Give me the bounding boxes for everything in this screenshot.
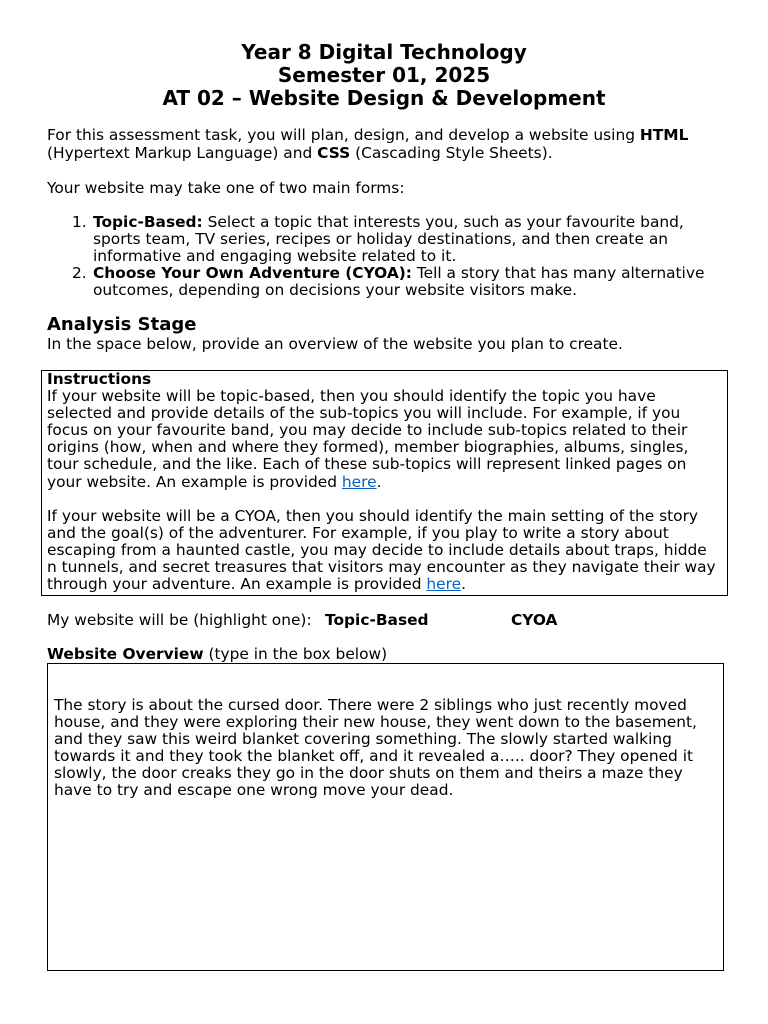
list-item-text: Tell a story that has many alternative: [411, 263, 705, 282]
analysis-prompt: In the space below, provide an overview of the website you plan to create.: [47, 334, 623, 353]
list-item-text: Select a topic that interests you, such as your favourite band,: [202, 212, 684, 231]
course-title: Year 8 Digital Technology: [241, 40, 527, 64]
list-item-title: Choose Your Own Adventure (CYOA):: [93, 263, 412, 282]
list-item-text: informative and engaging website related to it.: [93, 246, 457, 265]
forms-intro: Your website may take one of two main forms:: [47, 178, 405, 197]
list-item-text: sports team, TV series, recipes or holiday destinations, and then create an: [93, 229, 668, 248]
overview-line: towards it and they took the blanket off, and it revealed a….. door? They opened it: [54, 747, 694, 765]
instructions-text: your website. An example is provided: [47, 472, 342, 491]
list-item-cyoa: [47, 265, 704, 282]
intro-paragraph: [47, 127, 688, 162]
instructions-box: [41, 370, 728, 596]
instructions-heading: Instructions: [47, 370, 152, 388]
forms-list: [47, 214, 704, 299]
option-topic-based[interactable]: Topic-Based: [325, 610, 429, 629]
instructions-text: through your adventure. An example is provided: [47, 575, 427, 594]
html-term: HTML: [639, 126, 689, 144]
instructions-line: If your website will be a CYOA, then you should identify the main setting of the story: [47, 506, 699, 525]
instructions-line: tour schedule, and the like. Each of these sub-topics will represent linked pages on: [47, 455, 687, 474]
instructions-line: n tunnels, and secret treasures that visitors may encounter as they navigate their way: [47, 558, 716, 577]
css-term: CSS: [317, 143, 351, 162]
list-item-text: outcomes, depending on decisions your website visitors make.: [93, 280, 577, 299]
list-number: 1.: [72, 212, 87, 231]
instructions-line: and the goal(s) of the adventurer. For example, if you play to write a story about: [47, 523, 669, 542]
overview-label-bold: Website Overview: [47, 644, 204, 663]
intro-text: (Hypertext Markup Language) and: [47, 143, 318, 162]
instructions-line: [47, 576, 727, 593]
task-title: AT 02 – Website Design & Development: [162, 86, 606, 110]
semester-title: Semester 01, 2025: [277, 63, 491, 87]
instructions-text: .: [461, 575, 466, 594]
overview-label: [47, 646, 387, 663]
instructions-line: origins (how, when and where they formed), member biographies, albums, singles,: [47, 438, 689, 457]
instructions-line: [47, 474, 727, 491]
list-number: 2.: [72, 263, 87, 282]
topic-example-link[interactable]: here: [341, 472, 377, 491]
overview-line: The story is about the cursed door. There were 2 siblings who just recently moved: [54, 696, 687, 714]
intro-line: [47, 127, 688, 145]
choice-label: My website will be (highlight one):: [47, 610, 312, 629]
cyoa-example-link[interactable]: here: [426, 575, 462, 594]
list-item-topic-based: [47, 214, 704, 231]
option-cyoa[interactable]: CYOA: [511, 610, 558, 629]
intro-line: [47, 145, 688, 163]
overview-line: house, and they were exploring their new house, they went down to the basement,: [54, 713, 697, 731]
intro-text: For this assessment task, you will plan, design, and develop a website using: [47, 126, 640, 144]
overview-text-box[interactable]: [47, 663, 724, 971]
overview-line: and they saw this weird blanket covering something. The slowly started walking: [54, 730, 672, 748]
list-item-title: Topic-Based:: [93, 212, 203, 231]
overview-line: have to try and escape one wrong move your dead.: [54, 781, 454, 799]
overview-label-rest: (type in the box below): [203, 644, 388, 663]
overview-line: slowly, the door creaks they go in the door shuts on them and theirs a maze they: [54, 764, 683, 782]
instructions-text: .: [376, 472, 382, 491]
instructions-line: escaping from a haunted castle, you may decide to include details about traps, hidde: [47, 540, 707, 559]
intro-text: (Cascading Style Sheets).: [350, 143, 553, 162]
analysis-heading: Analysis Stage: [47, 314, 197, 335]
document-title: [0, 41, 768, 110]
instructions-line: If your website will be topic-based, then you should identify the topic you have: [47, 387, 656, 406]
blank-line: [47, 491, 727, 508]
website-type-choice: [47, 612, 727, 629]
instructions-line: selected and provide details of the sub-topics you will include. For example, if you: [47, 404, 681, 423]
instructions-line: focus on your favourite band, you may decide to include sub-topics related to their: [47, 421, 688, 440]
